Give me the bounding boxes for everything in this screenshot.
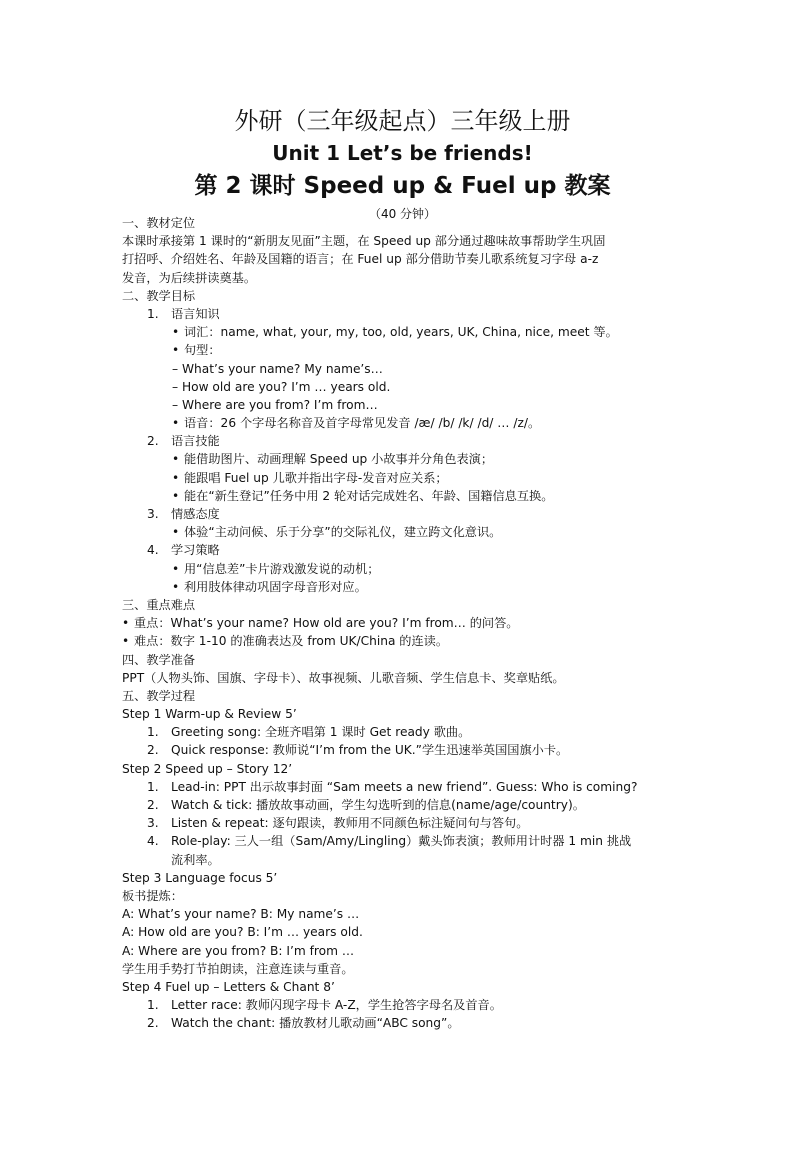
step-title: Step 1 Warm-up & Review 5’ bbox=[122, 707, 297, 722]
list-number: 1. bbox=[147, 779, 159, 794]
paragraph-line: 学生用手势打节拍朗读，注意连读与重音。 bbox=[122, 961, 354, 976]
bullet-item bbox=[122, 450, 682, 468]
bullet-item bbox=[122, 469, 682, 487]
bullet-text: 能借助图片、动画理解 Speed up 小故事并分角色表演； bbox=[184, 452, 494, 467]
goal-title: 语言知识 bbox=[171, 306, 220, 321]
list-number: 2. bbox=[147, 798, 159, 812]
bullet-marker: • bbox=[172, 470, 180, 485]
goal-title: 情感态度 bbox=[171, 507, 220, 521]
list-text: 流利率。 bbox=[171, 852, 220, 867]
title-block bbox=[0, 104, 805, 223]
bullet-text: 语音：26 个字母名称音及首字母常见发音 /æ/ /b/ /k/ /d/ … /z/。 bbox=[184, 416, 541, 431]
goal-title: 语言技能 bbox=[171, 434, 220, 449]
bullet-item bbox=[122, 414, 682, 432]
bullet-item bbox=[122, 560, 682, 578]
dialog-line: A: How old are you? B: I’m … years old. bbox=[122, 925, 363, 940]
bullet-item bbox=[122, 487, 682, 505]
list-text: Letter race: 教师闪现字母卡 A-Z，学生抢答字母名及首音。 bbox=[171, 998, 502, 1013]
list-number: 4. bbox=[147, 543, 159, 558]
section-heading: 一、教材定位 bbox=[122, 216, 196, 230]
list-text: Lead-in: PPT 出示故事封面 “Sam meets a new friend”. Guess: Who is coming? bbox=[171, 779, 638, 794]
bullet-text: 词汇：name, what, your, my, too, old, years, UK, China, nice, meet 等。 bbox=[184, 325, 618, 340]
bullet-marker: • bbox=[172, 579, 180, 594]
list-number: 4. bbox=[147, 834, 159, 849]
list-item-continuation bbox=[122, 851, 682, 869]
list-item bbox=[122, 832, 682, 850]
section-heading: 四、教学准备 bbox=[122, 652, 196, 667]
paragraph-line: 板书提炼： bbox=[122, 888, 183, 903]
list-number: 2. bbox=[147, 1016, 159, 1031]
paragraph-line: 发音，为后续拼读奠基。 bbox=[122, 270, 257, 285]
goal-item bbox=[122, 505, 682, 523]
title-line-3: 第 2 课时 Speed up & Fuel up 教案 bbox=[194, 173, 611, 199]
list-item bbox=[122, 778, 682, 796]
bullet-text: 难点：数字 1-10 的准确表达及 from UK/China 的连读。 bbox=[134, 634, 449, 649]
bullet-text: 能在“新生登记”任务中用 2 轮对话完成姓名、年龄、国籍信息互换。 bbox=[184, 488, 554, 503]
bullet-marker: • bbox=[172, 488, 180, 503]
list-number: 1. bbox=[147, 725, 159, 740]
list-number: 2. bbox=[147, 434, 159, 449]
bullet-marker: • bbox=[172, 325, 180, 340]
title-line-2: Unit 1 Let’s be friends! bbox=[272, 141, 533, 165]
list-number: 2. bbox=[147, 743, 159, 758]
list-number: 1. bbox=[147, 306, 159, 321]
bullet-marker: • bbox=[172, 561, 180, 576]
bullet-marker: • bbox=[172, 525, 180, 540]
list-item bbox=[122, 796, 682, 814]
bullet-marker: • bbox=[122, 634, 130, 649]
duration: （40 分钟） bbox=[368, 207, 437, 221]
bullet-item bbox=[122, 632, 682, 650]
dialog-line: – How old are you? I’m … years old. bbox=[172, 379, 391, 394]
list-number: 1. bbox=[147, 998, 159, 1013]
bullet-item bbox=[122, 578, 682, 596]
step-title: Step 3 Language focus 5’ bbox=[122, 870, 278, 885]
list-number: 3. bbox=[147, 816, 159, 831]
goal-item bbox=[122, 541, 682, 559]
goal-title: 学习策略 bbox=[171, 543, 220, 558]
bullet-marker: • bbox=[172, 452, 180, 467]
bullet-item bbox=[122, 341, 682, 359]
list-text: Listen & repeat: 逐句跟读，教师用不同颜色标注疑问句与答句。 bbox=[171, 816, 529, 831]
list-number: 3. bbox=[147, 507, 159, 521]
bullet-item bbox=[122, 523, 682, 541]
list-text: Quick response: 教师说“I’m from the UK.”学生迅速举英国国旗小卡。 bbox=[171, 743, 569, 758]
list-text: Watch the chant: 播放教材儿歌动画“ABC song”。 bbox=[171, 1016, 460, 1031]
bullet-marker: • bbox=[172, 343, 180, 358]
section-heading: 二、教学目标 bbox=[122, 288, 196, 303]
paragraph-line: 打招呼、介绍姓名、年龄及国籍的语言；在 Fuel up 部分借助节奏儿歌系统复习字母 a-z bbox=[122, 252, 599, 267]
list-text: Watch & tick: 播放故事动画，学生勾选听到的信息(name/age/country)。 bbox=[171, 798, 585, 812]
dialog-line: – Where are you from? I’m from… bbox=[172, 397, 378, 412]
bullet-text: 利用肢体律动巩固字母音形对应。 bbox=[184, 579, 367, 594]
bullet-item bbox=[122, 323, 682, 341]
list-item bbox=[122, 814, 682, 832]
list-item bbox=[122, 741, 682, 759]
dialog-line: A: What’s your name? B: My name’s … bbox=[122, 907, 360, 922]
title-line-1: 外研（三年级起点）三年级上册 bbox=[234, 107, 571, 135]
paragraph-line: 本课时承接第 1 课时的“新朋友见面”主题，在 Speed up 部分通过趣味故事帮助学生巩固 bbox=[122, 234, 606, 249]
section-heading: 三、重点难点 bbox=[122, 597, 196, 612]
bullet-text: 用“信息差”卡片游戏激发说的动机； bbox=[184, 561, 380, 576]
dialog-line: – What’s your name? My name’s… bbox=[172, 361, 383, 376]
bullet-text: 能跟唱 Fuel up 儿歌并指出字母-发音对应关系； bbox=[184, 470, 448, 485]
paragraph-line: PPT（人物头饰、国旗、字母卡）、故事视频、儿歌音频、学生信息卡、奖章贴纸。 bbox=[122, 670, 565, 685]
dialog-line: A: Where are you from? B: I’m from … bbox=[122, 943, 355, 958]
goal-item bbox=[122, 432, 682, 450]
list-text: Role-play: 三人一组（Sam/Amy/Lingling）戴头饰表演；教师用计时器 1 min 挑战 bbox=[171, 834, 632, 849]
bullet-text: 句型： bbox=[184, 343, 221, 358]
bullet-item bbox=[122, 614, 682, 632]
section-heading: 五、教学过程 bbox=[122, 688, 196, 703]
bullet-marker: • bbox=[172, 416, 180, 431]
list-text: Greeting song: 全班齐唱第 1 课时 Get ready 歌曲。 bbox=[171, 725, 471, 740]
bullet-marker: • bbox=[122, 616, 130, 631]
step-title: Step 2 Speed up – Story 12’ bbox=[122, 761, 293, 776]
step-title: Step 4 Fuel up – Letters & Chant 8’ bbox=[122, 979, 335, 994]
list-item bbox=[122, 1014, 682, 1032]
document-body bbox=[122, 214, 682, 1032]
goal-item bbox=[122, 305, 682, 323]
bullet-text: 体验“主动问候、乐于分享”的交际礼仪，建立跨文化意识。 bbox=[184, 525, 502, 540]
list-item bbox=[122, 723, 682, 741]
list-item bbox=[122, 996, 682, 1014]
bullet-text: 重点：What’s your name? How old are you? I’m from… 的问答。 bbox=[134, 616, 519, 631]
